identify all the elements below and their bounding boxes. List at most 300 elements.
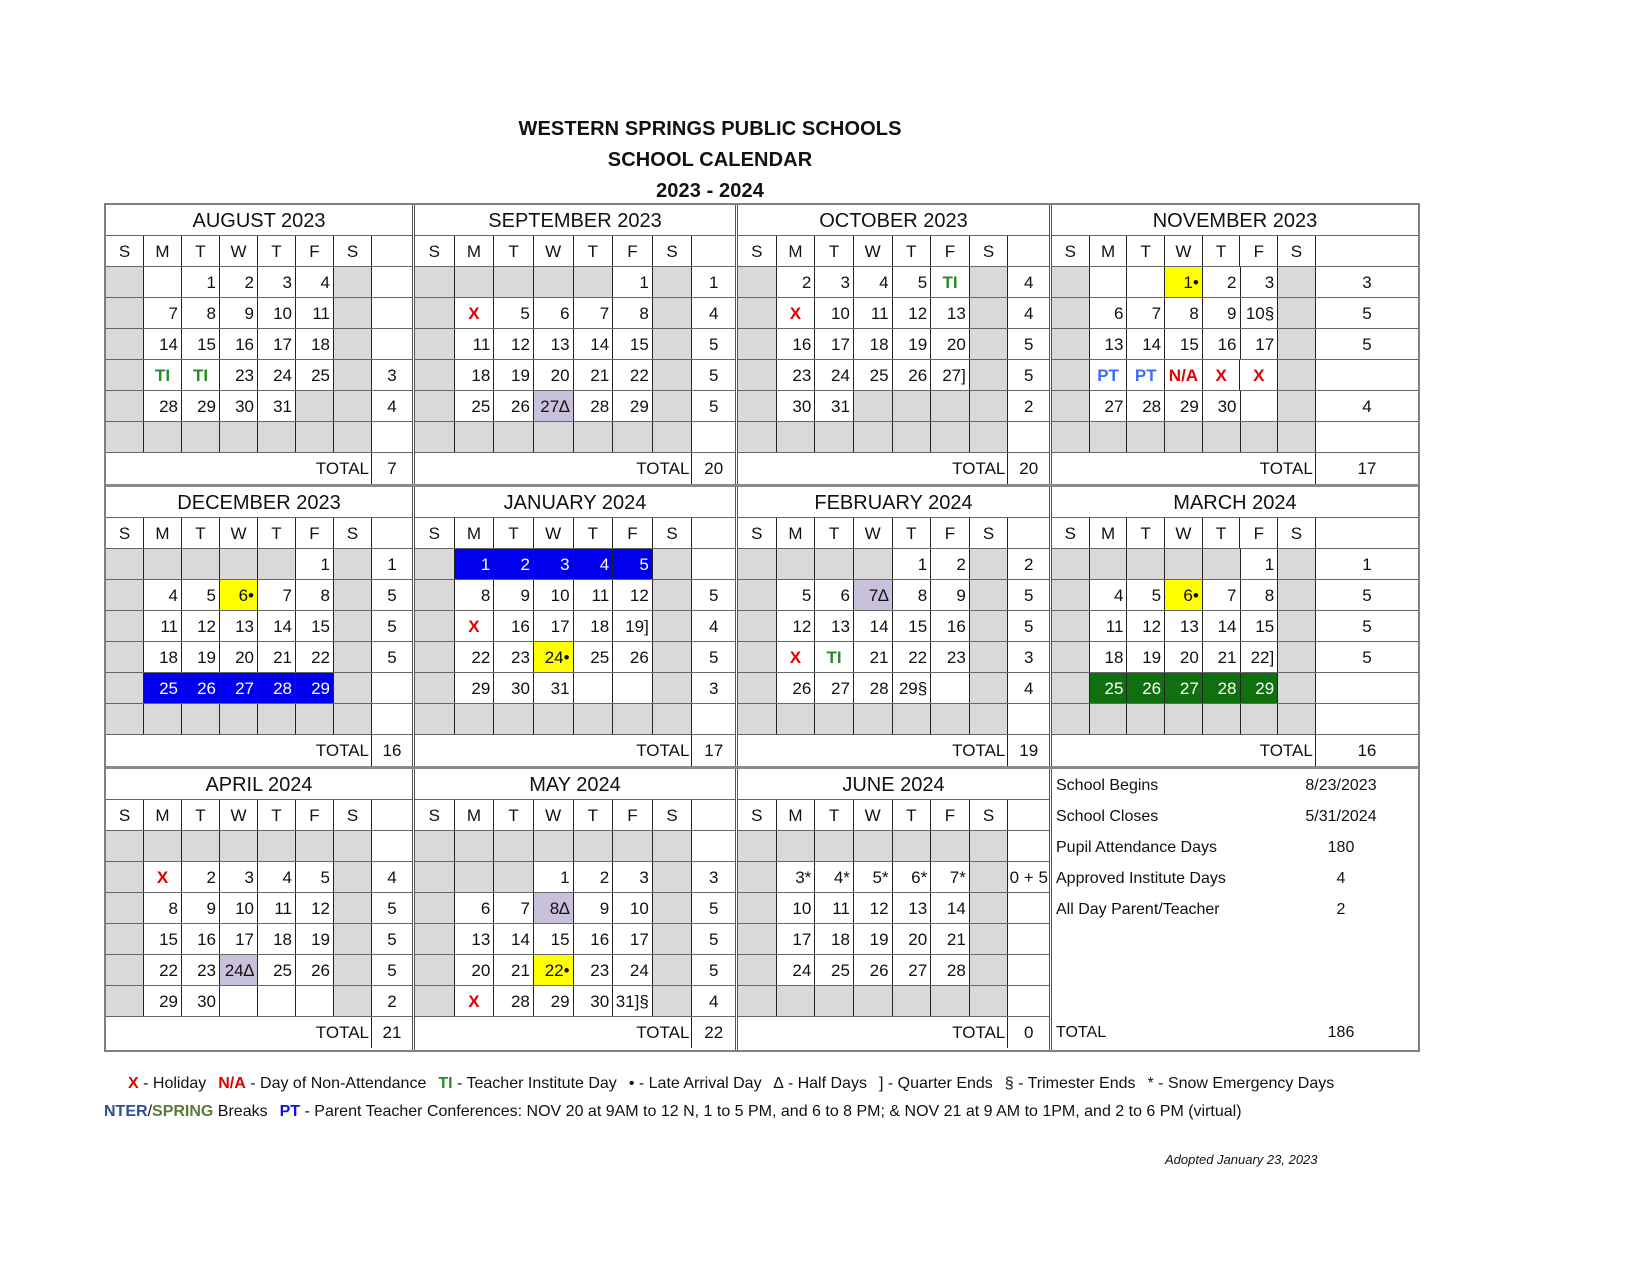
day-cell[interactable]: 18 — [574, 611, 614, 641]
day-cell[interactable] — [653, 360, 693, 390]
day-cell[interactable] — [334, 924, 372, 954]
day-cell[interactable] — [777, 422, 816, 452]
day-cell[interactable]: 6 — [455, 893, 495, 923]
day-cell[interactable] — [1127, 549, 1165, 579]
day-cell[interactable]: 5 — [296, 862, 334, 892]
day-cell[interactable]: 6• — [1165, 580, 1203, 610]
teacher-institute-marker[interactable]: TI — [931, 267, 970, 297]
holiday-marker[interactable]: X — [777, 642, 816, 672]
day-cell[interactable] — [854, 391, 893, 421]
day-cell[interactable]: 22 — [144, 955, 182, 985]
day-cell[interactable] — [931, 704, 970, 734]
day-cell[interactable] — [296, 422, 334, 452]
day-cell[interactable] — [931, 391, 970, 421]
day-cell[interactable] — [653, 642, 693, 672]
day-cell[interactable]: 17 — [1241, 329, 1279, 359]
day-cell[interactable]: 31 — [258, 391, 296, 421]
day-cell[interactable]: 4 — [258, 862, 296, 892]
day-cell[interactable] — [777, 704, 816, 734]
day-cell[interactable]: 20 — [534, 360, 574, 390]
day-cell[interactable]: 26 — [182, 673, 220, 703]
day-cell[interactable]: 20 — [220, 642, 258, 672]
day-cell[interactable]: 28 — [494, 986, 534, 1016]
day-cell[interactable]: 19 — [296, 924, 334, 954]
day-cell[interactable] — [415, 360, 455, 390]
day-cell[interactable]: 2 — [777, 267, 816, 297]
day-cell[interactable]: 9 — [182, 893, 220, 923]
day-cell[interactable] — [574, 422, 614, 452]
day-cell[interactable] — [1278, 391, 1316, 421]
day-cell[interactable] — [738, 862, 777, 892]
day-cell[interactable]: 9 — [494, 580, 534, 610]
day-cell[interactable]: 3* — [777, 862, 816, 892]
day-cell[interactable] — [182, 831, 220, 861]
day-cell[interactable]: 13 — [534, 329, 574, 359]
day-cell[interactable]: 16 — [1203, 329, 1241, 359]
day-cell[interactable] — [334, 422, 372, 452]
day-cell[interactable] — [970, 267, 1009, 297]
day-cell[interactable] — [415, 642, 455, 672]
day-cell[interactable]: 30 — [182, 986, 220, 1016]
day-cell[interactable]: 8 — [1241, 580, 1279, 610]
day-cell[interactable] — [455, 862, 495, 892]
day-cell[interactable] — [815, 831, 854, 861]
day-cell[interactable] — [296, 391, 334, 421]
day-cell[interactable]: 15 — [1241, 611, 1279, 641]
day-cell[interactable]: 18 — [1090, 642, 1128, 672]
day-cell[interactable]: 14 — [494, 924, 534, 954]
day-cell[interactable]: 21 — [1203, 642, 1241, 672]
day-cell[interactable] — [738, 673, 777, 703]
day-cell[interactable] — [970, 391, 1009, 421]
day-cell[interactable]: 4 — [144, 580, 182, 610]
day-cell[interactable] — [893, 704, 932, 734]
day-cell[interactable]: 12 — [296, 893, 334, 923]
day-cell[interactable] — [738, 360, 777, 390]
day-cell[interactable] — [106, 391, 144, 421]
day-cell[interactable]: 21 — [258, 642, 296, 672]
day-cell[interactable]: 12 — [893, 298, 932, 328]
day-cell[interactable] — [653, 549, 693, 579]
day-cell[interactable]: 25 — [296, 360, 334, 390]
day-cell[interactable] — [1278, 673, 1316, 703]
day-cell[interactable] — [1052, 329, 1090, 359]
day-cell[interactable]: 27 — [220, 673, 258, 703]
day-cell[interactable] — [1278, 642, 1316, 672]
day-cell[interactable] — [106, 298, 144, 328]
day-cell[interactable] — [1165, 704, 1203, 734]
day-cell[interactable] — [334, 391, 372, 421]
day-cell[interactable] — [738, 391, 777, 421]
day-cell[interactable] — [455, 267, 495, 297]
day-cell[interactable] — [653, 924, 693, 954]
day-cell[interactable]: 31 — [534, 673, 574, 703]
day-cell[interactable]: 11 — [455, 329, 495, 359]
day-cell[interactable]: 10 — [220, 893, 258, 923]
holiday-marker[interactable]: X — [1203, 360, 1241, 390]
day-cell[interactable] — [1052, 298, 1090, 328]
day-cell[interactable]: 14 — [258, 611, 296, 641]
day-cell[interactable]: 18 — [854, 329, 893, 359]
day-cell[interactable] — [970, 298, 1009, 328]
day-cell[interactable] — [738, 298, 777, 328]
day-cell[interactable] — [415, 267, 455, 297]
day-cell[interactable]: 22 — [296, 642, 334, 672]
day-cell[interactable]: 30 — [220, 391, 258, 421]
day-cell[interactable]: 21 — [931, 924, 970, 954]
day-cell[interactable] — [1278, 360, 1316, 390]
day-cell[interactable]: 29 — [534, 986, 574, 1016]
day-cell[interactable]: 25 — [854, 360, 893, 390]
day-cell[interactable]: 5 — [182, 580, 220, 610]
day-cell[interactable] — [1127, 267, 1165, 297]
day-cell[interactable]: 7 — [494, 893, 534, 923]
day-cell[interactable] — [738, 642, 777, 672]
day-cell[interactable] — [815, 549, 854, 579]
day-cell[interactable] — [182, 422, 220, 452]
day-cell[interactable]: 5 — [1127, 580, 1165, 610]
day-cell[interactable]: 2 — [220, 267, 258, 297]
day-cell[interactable] — [1052, 642, 1090, 672]
day-cell[interactable] — [738, 955, 777, 985]
day-cell[interactable]: 3 — [258, 267, 296, 297]
day-cell[interactable]: 10 — [613, 893, 653, 923]
day-cell[interactable] — [1052, 549, 1090, 579]
day-cell[interactable] — [1203, 549, 1241, 579]
teacher-institute-marker[interactable]: TI — [815, 642, 854, 672]
day-cell[interactable] — [970, 704, 1009, 734]
day-cell[interactable]: 23 — [777, 360, 816, 390]
day-cell[interactable]: 11 — [258, 893, 296, 923]
day-cell[interactable] — [653, 611, 693, 641]
day-cell[interactable]: 24 — [815, 360, 854, 390]
day-cell[interactable] — [334, 673, 372, 703]
day-cell[interactable] — [415, 329, 455, 359]
day-cell[interactable]: 19 — [1127, 642, 1165, 672]
day-cell[interactable]: 9 — [1203, 298, 1241, 328]
day-cell[interactable]: 20 — [455, 955, 495, 985]
day-cell[interactable] — [415, 893, 455, 923]
day-cell[interactable] — [777, 549, 816, 579]
day-cell[interactable]: 26 — [854, 955, 893, 985]
day-cell[interactable]: 28 — [574, 391, 614, 421]
day-cell[interactable]: 5* — [854, 862, 893, 892]
day-cell[interactable] — [653, 422, 693, 452]
day-cell[interactable] — [1127, 704, 1165, 734]
day-cell[interactable] — [738, 704, 777, 734]
day-cell[interactable] — [106, 955, 144, 985]
day-cell[interactable] — [854, 986, 893, 1016]
day-cell[interactable] — [1090, 549, 1128, 579]
day-cell[interactable] — [1052, 704, 1090, 734]
day-cell[interactable] — [738, 549, 777, 579]
day-cell[interactable] — [415, 611, 455, 641]
day-cell[interactable] — [415, 986, 455, 1016]
day-cell[interactable]: 19] — [613, 611, 653, 641]
day-cell[interactable]: 16 — [220, 329, 258, 359]
day-cell[interactable]: 11 — [574, 580, 614, 610]
day-cell[interactable] — [258, 831, 296, 861]
day-cell[interactable]: 9 — [220, 298, 258, 328]
day-cell[interactable] — [1278, 611, 1316, 641]
day-cell[interactable]: 29 — [144, 986, 182, 1016]
day-cell[interactable]: 13 — [220, 611, 258, 641]
day-cell[interactable]: 11 — [296, 298, 334, 328]
day-cell[interactable]: 17 — [534, 611, 574, 641]
day-cell[interactable] — [415, 422, 455, 452]
day-cell[interactable] — [144, 704, 182, 734]
day-cell[interactable] — [1278, 298, 1316, 328]
day-cell[interactable] — [574, 831, 614, 861]
day-cell[interactable]: 19 — [494, 360, 534, 390]
day-cell[interactable] — [574, 704, 614, 734]
day-cell[interactable]: 3 — [815, 267, 854, 297]
day-cell[interactable] — [970, 673, 1009, 703]
day-cell[interactable]: 27∆ — [534, 391, 574, 421]
day-cell[interactable] — [1127, 422, 1165, 452]
day-cell[interactable] — [106, 611, 144, 641]
day-cell[interactable]: 8 — [182, 298, 220, 328]
day-cell[interactable] — [258, 704, 296, 734]
day-cell[interactable] — [854, 831, 893, 861]
day-cell[interactable] — [455, 704, 495, 734]
day-cell[interactable] — [106, 986, 144, 1016]
day-cell[interactable]: 22] — [1241, 642, 1279, 672]
day-cell[interactable] — [296, 986, 334, 1016]
day-cell[interactable]: 1 — [455, 549, 495, 579]
day-cell[interactable]: 13 — [815, 611, 854, 641]
day-cell[interactable]: 28 — [854, 673, 893, 703]
day-cell[interactable]: 6* — [893, 862, 932, 892]
day-cell[interactable]: 15 — [182, 329, 220, 359]
day-cell[interactable]: 12 — [494, 329, 534, 359]
day-cell[interactable]: 24 — [613, 955, 653, 985]
day-cell[interactable] — [106, 893, 144, 923]
day-cell[interactable]: 12 — [613, 580, 653, 610]
day-cell[interactable] — [106, 924, 144, 954]
day-cell[interactable] — [296, 704, 334, 734]
day-cell[interactable]: 7∆ — [854, 580, 893, 610]
day-cell[interactable]: 15 — [1165, 329, 1203, 359]
day-cell[interactable]: 4 — [854, 267, 893, 297]
day-cell[interactable]: 18 — [144, 642, 182, 672]
day-cell[interactable] — [931, 673, 970, 703]
day-cell[interactable]: 15 — [144, 924, 182, 954]
day-cell[interactable] — [1052, 267, 1090, 297]
day-cell[interactable]: 23 — [182, 955, 220, 985]
day-cell[interactable]: 18 — [296, 329, 334, 359]
day-cell[interactable]: 31]§ — [613, 986, 653, 1016]
teacher-institute-marker[interactable]: TI — [182, 360, 220, 390]
day-cell[interactable] — [1241, 704, 1279, 734]
day-cell[interactable] — [534, 704, 574, 734]
day-cell[interactable]: 23 — [220, 360, 258, 390]
day-cell[interactable] — [144, 267, 182, 297]
day-cell[interactable] — [1278, 580, 1316, 610]
day-cell[interactable] — [893, 986, 932, 1016]
day-cell[interactable] — [494, 831, 534, 861]
day-cell[interactable]: 3 — [613, 862, 653, 892]
day-cell[interactable] — [653, 893, 693, 923]
day-cell[interactable]: 24∆ — [220, 955, 258, 985]
day-cell[interactable]: 10 — [815, 298, 854, 328]
day-cell[interactable] — [220, 704, 258, 734]
teacher-institute-marker[interactable]: TI — [144, 360, 182, 390]
day-cell[interactable]: 21 — [494, 955, 534, 985]
day-cell[interactable] — [494, 422, 534, 452]
day-cell[interactable]: 23 — [931, 642, 970, 672]
day-cell[interactable] — [815, 704, 854, 734]
day-cell[interactable]: 7 — [1203, 580, 1241, 610]
day-cell[interactable] — [415, 391, 455, 421]
day-cell[interactable] — [334, 704, 372, 734]
day-cell[interactable] — [653, 986, 693, 1016]
day-cell[interactable]: 20 — [931, 329, 970, 359]
day-cell[interactable] — [653, 704, 693, 734]
day-cell[interactable] — [815, 986, 854, 1016]
day-cell[interactable] — [738, 924, 777, 954]
day-cell[interactable] — [334, 267, 372, 297]
day-cell[interactable]: 5 — [893, 267, 932, 297]
day-cell[interactable] — [1052, 391, 1090, 421]
day-cell[interactable] — [1278, 704, 1316, 734]
holiday-marker[interactable]: X — [455, 298, 495, 328]
day-cell[interactable]: 26 — [893, 360, 932, 390]
day-cell[interactable]: 20 — [893, 924, 932, 954]
day-cell[interactable] — [334, 642, 372, 672]
day-cell[interactable]: 22 — [613, 360, 653, 390]
day-cell[interactable]: 29 — [296, 673, 334, 703]
day-cell[interactable]: 14 — [854, 611, 893, 641]
day-cell[interactable] — [1278, 329, 1316, 359]
day-cell[interactable]: 19 — [854, 924, 893, 954]
day-cell[interactable]: 14 — [931, 893, 970, 923]
day-cell[interactable] — [106, 862, 144, 892]
holiday-marker[interactable]: X — [455, 611, 495, 641]
day-cell[interactable]: 19 — [182, 642, 220, 672]
day-cell[interactable] — [777, 831, 816, 861]
day-cell[interactable] — [970, 642, 1009, 672]
day-cell[interactable]: 30 — [777, 391, 816, 421]
day-cell[interactable] — [334, 955, 372, 985]
day-cell[interactable] — [1278, 422, 1316, 452]
day-cell[interactable] — [1052, 422, 1090, 452]
day-cell[interactable] — [220, 831, 258, 861]
day-cell[interactable] — [653, 580, 693, 610]
day-cell[interactable] — [1203, 704, 1241, 734]
day-cell[interactable] — [1090, 267, 1128, 297]
day-cell[interactable]: 24 — [777, 955, 816, 985]
day-cell[interactable] — [653, 329, 693, 359]
day-cell[interactable]: 1 — [182, 267, 220, 297]
day-cell[interactable] — [1165, 549, 1203, 579]
day-cell[interactable]: 6 — [815, 580, 854, 610]
day-cell[interactable] — [415, 862, 455, 892]
day-cell[interactable]: 15 — [893, 611, 932, 641]
holiday-marker[interactable]: X — [777, 298, 816, 328]
day-cell[interactable]: 4 — [574, 549, 614, 579]
day-cell[interactable] — [1052, 360, 1090, 390]
day-cell[interactable]: 12 — [1127, 611, 1165, 641]
day-cell[interactable]: 7 — [1127, 298, 1165, 328]
day-cell[interactable]: 31 — [815, 391, 854, 421]
day-cell[interactable] — [970, 924, 1009, 954]
day-cell[interactable] — [738, 611, 777, 641]
day-cell[interactable] — [653, 391, 693, 421]
day-cell[interactable] — [334, 298, 372, 328]
day-cell[interactable]: 22• — [534, 955, 574, 985]
day-cell[interactable] — [815, 422, 854, 452]
day-cell[interactable]: 12 — [854, 893, 893, 923]
day-cell[interactable]: 25 — [455, 391, 495, 421]
day-cell[interactable] — [415, 955, 455, 985]
day-cell[interactable] — [574, 673, 614, 703]
day-cell[interactable] — [653, 298, 693, 328]
day-cell[interactable] — [296, 831, 334, 861]
day-cell[interactable] — [738, 267, 777, 297]
day-cell[interactable] — [738, 580, 777, 610]
day-cell[interactable] — [494, 704, 534, 734]
day-cell[interactable] — [1052, 580, 1090, 610]
day-cell[interactable]: 26 — [613, 642, 653, 672]
day-cell[interactable]: 25 — [258, 955, 296, 985]
day-cell[interactable]: 27] — [931, 360, 970, 390]
day-cell[interactable]: 29 — [1241, 673, 1279, 703]
day-cell[interactable]: 16 — [182, 924, 220, 954]
day-cell[interactable] — [144, 831, 182, 861]
day-cell[interactable]: 5 — [777, 580, 816, 610]
day-cell[interactable] — [931, 831, 970, 861]
holiday-marker[interactable]: X — [455, 986, 495, 1016]
day-cell[interactable]: 30 — [494, 673, 534, 703]
day-cell[interactable]: 21 — [574, 360, 614, 390]
day-cell[interactable] — [1090, 422, 1128, 452]
day-cell[interactable] — [893, 391, 932, 421]
day-cell[interactable] — [144, 422, 182, 452]
day-cell[interactable]: 6• — [220, 580, 258, 610]
day-cell[interactable]: 16 — [494, 611, 534, 641]
day-cell[interactable]: 18 — [455, 360, 495, 390]
day-cell[interactable] — [415, 831, 455, 861]
day-cell[interactable] — [534, 422, 574, 452]
day-cell[interactable]: 17 — [777, 924, 816, 954]
day-cell[interactable] — [182, 549, 220, 579]
holiday-marker[interactable]: X — [1240, 360, 1278, 390]
day-cell[interactable]: 26 — [1127, 673, 1165, 703]
day-cell[interactable]: 17 — [613, 924, 653, 954]
day-cell[interactable]: 8 — [1165, 298, 1203, 328]
day-cell[interactable]: 3 — [534, 549, 574, 579]
day-cell[interactable] — [738, 893, 777, 923]
day-cell[interactable] — [1278, 267, 1316, 297]
day-cell[interactable]: 2 — [574, 862, 614, 892]
day-cell[interactable] — [777, 986, 816, 1016]
day-cell[interactable] — [970, 549, 1009, 579]
day-cell[interactable]: 12 — [182, 611, 220, 641]
day-cell[interactable]: 27 — [1090, 391, 1128, 421]
day-cell[interactable] — [334, 611, 372, 641]
day-cell[interactable]: 15 — [296, 611, 334, 641]
day-cell[interactable] — [334, 549, 372, 579]
day-cell[interactable]: 29 — [455, 673, 495, 703]
day-cell[interactable] — [534, 267, 574, 297]
day-cell[interactable]: 26 — [296, 955, 334, 985]
day-cell[interactable] — [931, 422, 970, 452]
day-cell[interactable]: 11 — [144, 611, 182, 641]
day-cell[interactable] — [455, 422, 495, 452]
day-cell[interactable] — [1052, 611, 1090, 641]
day-cell[interactable]: 1• — [1165, 267, 1203, 297]
